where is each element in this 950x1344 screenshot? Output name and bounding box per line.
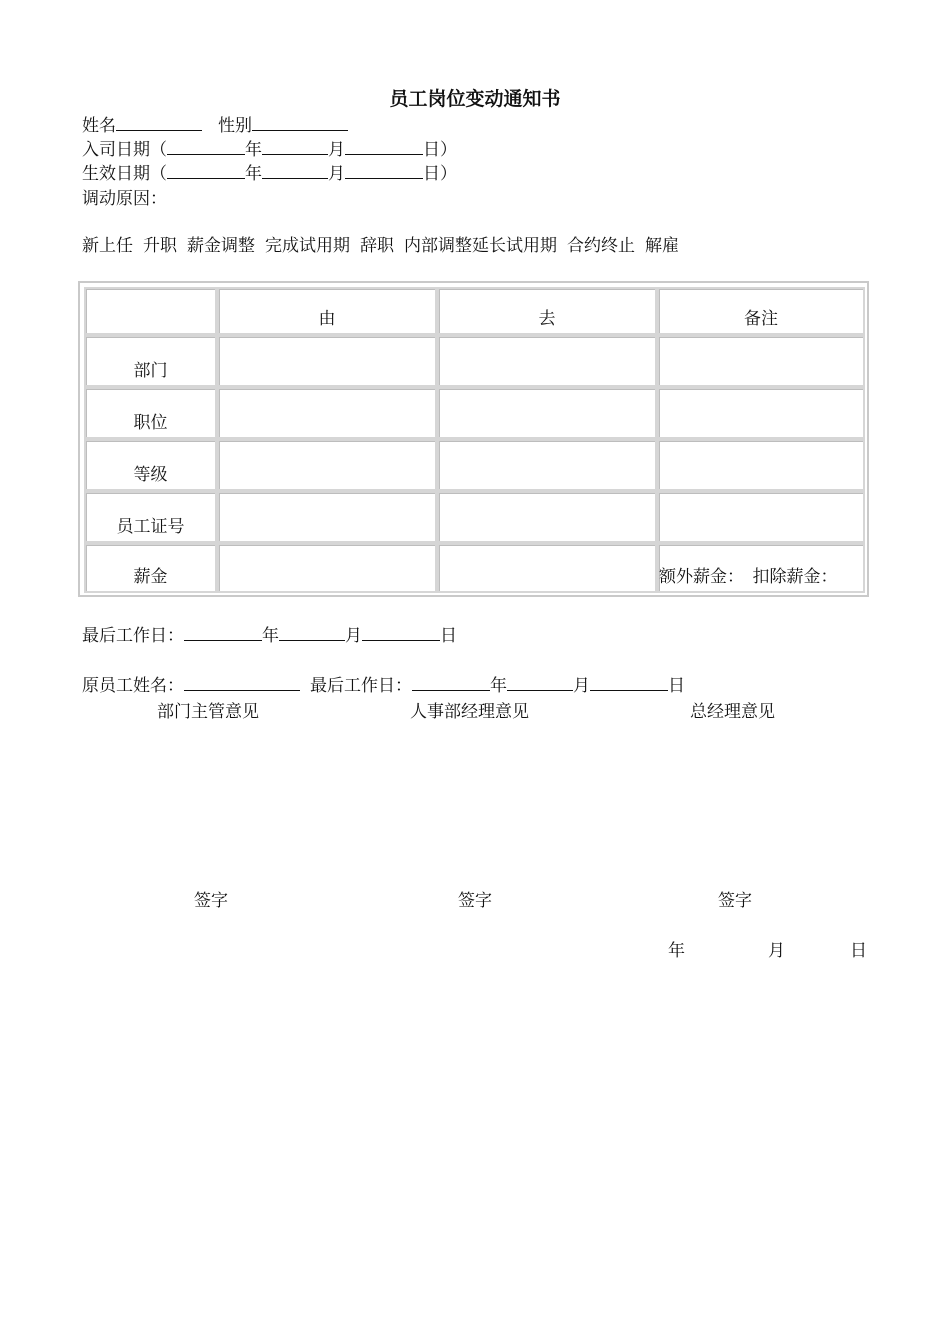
table-cell-input[interactable] xyxy=(217,491,437,543)
year-label: 年 xyxy=(245,140,262,160)
reason-options xyxy=(82,235,679,257)
original-year-field[interactable] xyxy=(412,674,490,691)
join-date-label: 入司日期（ xyxy=(82,140,167,160)
opinion-department-head: 部门主管意见 xyxy=(157,702,259,722)
table-cell-input[interactable] xyxy=(437,335,657,387)
row-label-text: 等级 xyxy=(133,465,168,485)
effective-month-field[interactable] xyxy=(262,162,328,179)
table-cell-input[interactable] xyxy=(657,491,865,543)
header-cell-to xyxy=(437,287,657,335)
effective-year-field[interactable] xyxy=(167,162,245,179)
day-label: 日） xyxy=(423,140,457,160)
month-label: 月 xyxy=(345,626,362,646)
reason-option[interactable]: 合约终止 xyxy=(567,236,635,256)
reason-option[interactable]: 完成试用期 xyxy=(265,236,350,256)
reason-option[interactable]: 薪金调整 xyxy=(187,236,255,256)
day-label: 日 xyxy=(668,676,685,696)
row-label-grade xyxy=(84,439,217,491)
original-day-field[interactable] xyxy=(590,674,668,691)
table-cell-input[interactable] xyxy=(217,439,437,491)
date-month-label: 月 xyxy=(768,941,785,961)
join-date-line xyxy=(82,138,457,161)
header-cell-from xyxy=(217,287,437,335)
join-month-field[interactable] xyxy=(262,138,328,155)
row-label-text: 职位 xyxy=(133,413,168,433)
last-workday-label: 最后工作日： xyxy=(82,626,184,646)
name-gender-line xyxy=(82,114,348,137)
day-label: 日） xyxy=(423,164,457,184)
signature-hr-manager: 签字 xyxy=(458,891,492,911)
month-label: 月 xyxy=(328,140,345,160)
reason-option[interactable]: 内部调整延长试用期 xyxy=(404,236,557,256)
date-year-label: 年 xyxy=(668,941,685,961)
effective-date-line xyxy=(82,162,457,185)
table-cell-input[interactable] xyxy=(657,439,865,491)
month-label: 月 xyxy=(328,164,345,184)
table-cell-input[interactable] xyxy=(437,387,657,439)
table-cell-input[interactable] xyxy=(437,543,657,593)
signature-department-head: 签字 xyxy=(194,891,228,911)
table-cell-input[interactable] xyxy=(657,335,865,387)
last-workday-line xyxy=(82,624,457,647)
year-label: 年 xyxy=(245,164,262,184)
gender-label: 性别 xyxy=(218,116,252,136)
row-label-position xyxy=(84,387,217,439)
last-workday-label: 最后工作日： xyxy=(310,676,412,696)
original-month-field[interactable] xyxy=(507,674,573,691)
month-label: 月 xyxy=(573,676,590,696)
opinion-hr-manager: 人事部经理意见 xyxy=(410,702,529,722)
original-name-label: 原员工姓名： xyxy=(82,676,184,696)
row-label-text: 员工证号 xyxy=(116,517,185,537)
row-label-text: 部门 xyxy=(133,361,168,381)
effective-date-label: 生效日期（ xyxy=(82,164,167,184)
name-label: 姓名 xyxy=(82,116,116,136)
year-label: 年 xyxy=(490,676,507,696)
day-label: 日 xyxy=(440,626,457,646)
reason-option[interactable]: 升职 xyxy=(143,236,177,256)
reason-option[interactable]: 解雇 xyxy=(645,236,679,256)
gender-field[interactable] xyxy=(252,114,348,131)
header-from-text: 由 xyxy=(318,309,336,329)
date-day-label: 日 xyxy=(850,941,867,961)
header-cell-empty xyxy=(84,287,217,335)
header-cell-remarks xyxy=(657,287,865,335)
year-label: 年 xyxy=(262,626,279,646)
join-day-field[interactable] xyxy=(345,138,423,155)
original-employee-line xyxy=(82,674,685,697)
reason-option[interactable]: 新上任 xyxy=(82,236,133,256)
salary-remarks-cell[interactable] xyxy=(657,543,865,593)
effective-day-field[interactable] xyxy=(345,162,423,179)
name-field[interactable] xyxy=(116,114,202,131)
header-to-text: 去 xyxy=(538,309,556,329)
row-label-department xyxy=(84,335,217,387)
table-cell-input[interactable] xyxy=(437,491,657,543)
opinion-general-manager: 总经理意见 xyxy=(690,702,775,722)
last-workday-day-field[interactable] xyxy=(362,624,440,641)
join-year-field[interactable] xyxy=(167,138,245,155)
row-label-salary xyxy=(84,543,217,593)
page-title: 员工岗位变动通知书 xyxy=(389,88,561,110)
row-label-text: 薪金 xyxy=(133,567,168,587)
table-cell-input[interactable] xyxy=(657,387,865,439)
reason-option[interactable]: 辞职 xyxy=(360,236,394,256)
transfer-table xyxy=(78,281,869,597)
reason-label: 调动原因： xyxy=(82,189,167,209)
salary-note-text: 额外薪金： 扣除薪金： xyxy=(659,567,838,587)
row-label-employee-id xyxy=(84,491,217,543)
last-workday-month-field[interactable] xyxy=(279,624,345,641)
table-cell-input[interactable] xyxy=(217,543,437,593)
table-cell-input[interactable] xyxy=(437,439,657,491)
table-cell-input[interactable] xyxy=(217,335,437,387)
last-workday-year-field[interactable] xyxy=(184,624,262,641)
original-name-field[interactable] xyxy=(184,674,300,691)
signature-general-manager: 签字 xyxy=(718,891,752,911)
table-cell-input[interactable] xyxy=(217,387,437,439)
header-remarks-text: 备注 xyxy=(744,309,778,329)
